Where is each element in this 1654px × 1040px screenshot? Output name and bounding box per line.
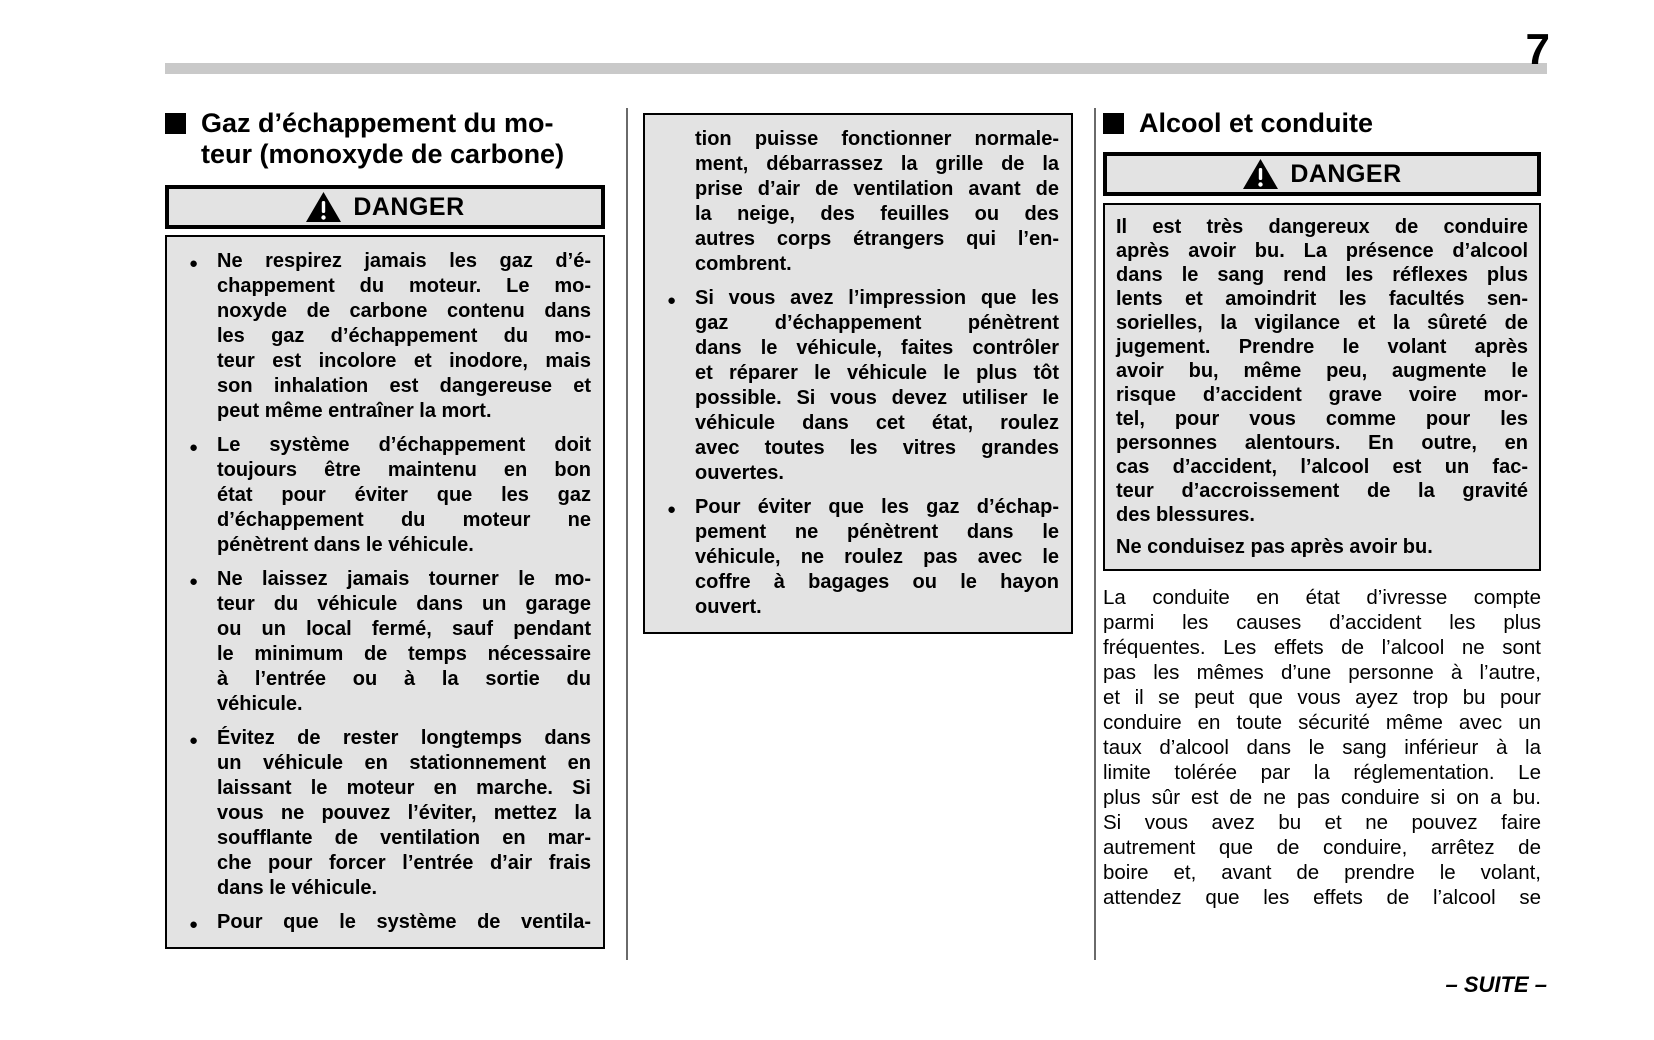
bullet-text: Ne laissez jamais tourner le mo- teur du véhicule dans un garage ou un local fermé, sauf pendant le minimum de temps nécessaire à l’entrée ou à la sortie du véhicule. [217,568,591,715]
list-item [167,567,591,717]
page-number: 7 [1525,25,1550,74]
heading-line-1: Gaz d’échappement du mo- [201,108,554,138]
column-separator-right [1094,108,1096,960]
list-item [167,726,591,901]
column-alcohol [1103,108,1541,910]
warning-box-exhaust [165,235,605,949]
danger-header [1103,152,1541,196]
bullet-icon: ● [189,732,199,749]
section-heading-exhaust [165,108,605,170]
warning-box-alcohol [1103,203,1541,571]
list-item [167,433,591,558]
bullet-text: Évitez de rester longtemps dans un véhicule en stationnement en laissant le moteur en marche. Si vous ne pouvez l’éviter, mettez la soufflante de ventilation en mar- che pour forcer l’entrée d’air frais dans le véhicule. [217,727,591,899]
section-square-icon [1103,113,1124,134]
heading-line-2: teur (monoxyde de carbone) [201,139,565,169]
list-item [167,910,591,935]
bullet-text: Pour que le système de ventila- [217,911,591,933]
section-heading-text [201,108,564,170]
bullet-text: Si vous avez l’impression que les gaz d’échappement pénètrent dans le véhicule, faites contrôler et réparer le véhicule le plus tôt possible. Si vous devez utiliser le véhicule dans cet état, roulez avec toutes les vitres grandes ouvertes. [695,287,1059,484]
bullet-icon: ● [667,292,677,309]
bullet-icon: ● [189,916,199,933]
section-heading-text: Alcool et conduite [1139,108,1374,138]
danger-header [165,185,605,229]
warning-triangle-icon [1242,158,1279,190]
column-exhaust-gas [165,108,605,949]
list-item [167,249,591,424]
warning-paragraph: Il est très dangereux de conduire après avoir bu. La présence d’alcool dans le sang rend les réflexes plus lents et amoindrit les facultés sen- sorielles, la vigilance et la sûreté de jugement. Prendre le volant après avoir bu, même peu, augmente le risque d’accident grave voire mor- tel, pour vous comme pour les personnes alentours. En outre, en cas d’accident, l’alcool est un fac- teur d’accroissement de la gravité des blessures. [1116,216,1528,526]
bullet-icon: ● [189,439,199,456]
section-heading-alcohol [1103,108,1541,139]
bullet-icon: ● [189,573,199,590]
bullet-text: Le système d’échappement doit toujours être maintenu en bon état pour éviter que les gaz d’échappement du moteur ne pénètrent dans le véhicule. [217,434,591,556]
list-item [645,495,1059,620]
bullet-text: Ne respirez jamais les gaz d’é- chappement du moteur. Le mo- noxyde de carbone contenu dans les gaz d’échappement du mo- teur est incolore et inodore, mais son inhalation est dangereuse et peut même entraîner la mort. [217,250,591,422]
warning-triangle-icon [305,191,342,223]
list-item [645,286,1059,486]
bullet-text: Pour éviter que les gaz d’échap- pement ne pénètrent dans le véhicule, ne roulez pas avec le coffre à bagages ou le hayon ouvert. [695,496,1059,618]
section-square-icon [165,113,186,134]
danger-label: DANGER [353,192,465,221]
bullet-icon: ● [667,501,677,518]
continued-paragraph: tion puisse fonctionner normale- ment, débarrassez la grille de la prise d’air de ventilation avant de la neige, des feuilles ou des autres corps étrangers qui l’en- combrent. [695,128,1059,275]
body-paragraph: La conduite en état d’ivresse compte parmi les causes d’accident les plus fréquentes. Les effets de l’alcool ne sont pas les mêmes d’une personne à l’autre, et il se peut que vous ayez trop bu pour conduire en toute sécurité même avec un taux d’alcool dans le sang inférieur à la limite tolérée par la réglementation. Le plus sûr est de ne pas conduire si on a bu. Si vous avez bu et ne pouvez faire autrement que de conduire, arrêtez de boire et, avant de prendre le volant, attendez que les effets de l’alcool se [1103,586,1541,909]
warning-box-exhaust-continued [643,113,1073,634]
top-divider-bar [165,63,1547,74]
bullet-icon: ● [189,255,199,272]
danger-label: DANGER [1290,159,1402,188]
continuation-marker: – SUITE – [1445,972,1547,997]
column-separator-left [626,108,628,960]
warning-paragraph: Ne conduisez pas après avoir bu. [1116,536,1433,558]
